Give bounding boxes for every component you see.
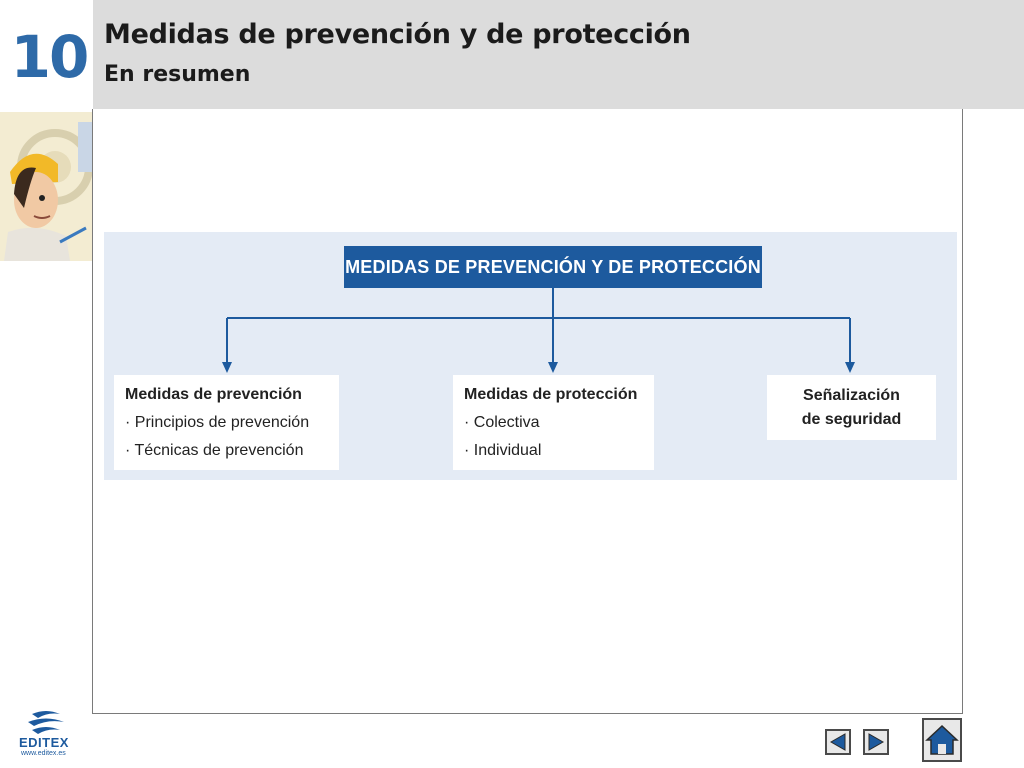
node-title-line1: Señalización [803, 387, 900, 404]
page-subtitle: En resumen [104, 62, 251, 87]
node-item: · Técnicas de prevención [125, 442, 304, 459]
node-item: · Individual [464, 442, 542, 459]
logo-url: www.editex.es [21, 750, 66, 757]
node-item: · Colectiva [464, 414, 540, 431]
logo-text: EDITEX [19, 735, 69, 750]
arrow-right-icon [865, 731, 887, 753]
node-title: Medidas de prevención [125, 386, 302, 403]
node-title: Medidas de protección [464, 386, 638, 403]
node-medidas-prevencion [114, 375, 339, 470]
root-node: MEDIDAS DE PREVENCIÓN Y DE PROTECCIÓN [344, 246, 762, 288]
home-button[interactable] [922, 718, 962, 762]
next-slide-button[interactable] [863, 729, 889, 755]
arrow-left-icon [827, 731, 849, 753]
chapter-illustration [0, 112, 93, 261]
node-title-line2: de seguridad [801, 411, 902, 428]
previous-slide-button[interactable] [825, 729, 851, 755]
page-title: Medidas de prevención y de protección [104, 19, 691, 50]
node-item: · Principios de prevención [125, 414, 310, 431]
header-bar [93, 0, 1024, 109]
node-senalizacion-seguridad [767, 375, 936, 440]
node-medidas-proteccion [453, 375, 654, 470]
home-icon [924, 720, 960, 760]
chapter-number: 10 [10, 23, 88, 91]
